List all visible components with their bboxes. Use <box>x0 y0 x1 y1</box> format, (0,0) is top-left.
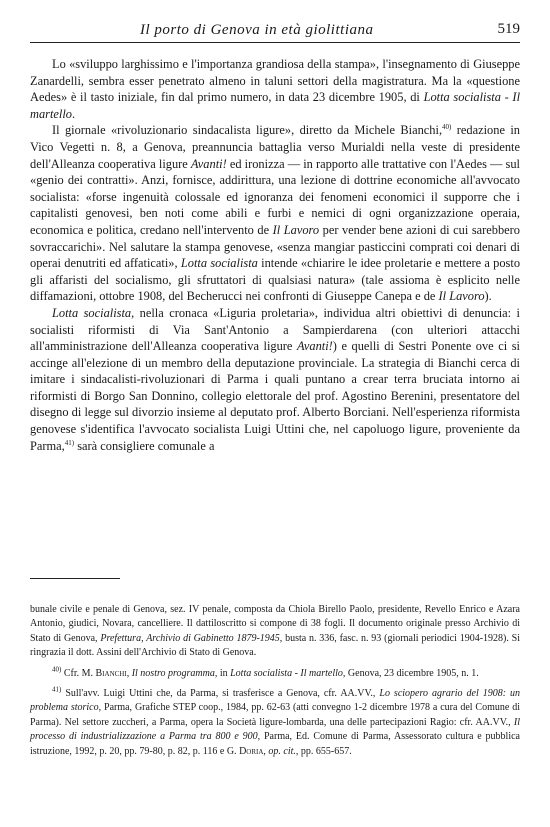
text-run: , <box>263 745 269 757</box>
footnote-rule <box>30 578 120 579</box>
footnote-continuation <box>30 603 520 661</box>
page-header <box>30 20 520 43</box>
text-run: Cfr. M. <box>61 667 96 679</box>
footnote-marker: 40) <box>52 665 62 674</box>
footnotes <box>30 603 520 765</box>
body-paragraph <box>30 56 520 122</box>
text-run: , Genova, 23 dicembre 1905, n. 1. <box>342 667 479 679</box>
text-run: , pp. 655-657. <box>295 745 352 757</box>
italic-run: Lotta socialista - Il martello <box>30 90 521 121</box>
text-run: Il giornale «rivoluzionario sindacalista ligure», diretto da Michele Bianchi, <box>52 123 443 138</box>
text-run: sarà consigliere comunale a <box>74 438 215 453</box>
italic-run: Lotta socialista - Il martello <box>230 667 343 679</box>
body-paragraph <box>30 305 520 454</box>
text-run: , in <box>214 667 231 679</box>
text-run: . <box>72 106 76 121</box>
text-run: per vender bene azioni di cui sarebbero sovraccarichi». Nel salutare la stampa genovese, «senza mangiar pasticcini comprati coi denari di operai denutriti ed affaticati», <box>30 222 520 271</box>
footnote-40 <box>30 667 520 681</box>
italic-run: Prefettura, Archivio di Gabinetto 1879-1945 <box>100 632 280 644</box>
text-run: ). <box>484 289 492 304</box>
text-run: bunale civile e penale di Genova, sez. IV penale, composta da Chiola Birello Paolo, presidente, Revello Enrico e Azara Antonio, giudici, Novara, cancelliere. Il dattiloscritto si compone di 38 fogli. Il documento originale presso Archivio di Stato di Genova, <box>30 604 520 644</box>
text-run: Sull'avv. Luigi Uttini che, da Parma, si trasferisce a Genova, cfr. AA.VV., <box>61 688 380 700</box>
text-run: redazione in Vico Vegetti n. 8, a Genova, preannuncia battaglia verso Murialdi nella veste di presidente dell'Alleanza cooperativa ligure <box>30 123 520 171</box>
body-paragraph <box>30 122 520 305</box>
footnote-marker: 41) <box>52 685 62 694</box>
italic-run: Lotta socialista <box>52 305 132 320</box>
italic-run: Il processo di industrializzazione a Parma tra 800 e 900 <box>30 716 520 743</box>
author-name: Doria <box>239 745 264 757</box>
italic-run: Avanti! <box>190 156 227 171</box>
text-run: Lo «sviluppo larghissimo e l'importanza grandiosa della stampa», l'insegnamento di Giuseppe Zanardelli, sembra esser penetrato almeno in taluni settori della magistratura. Ma la «questione Aedes» è il tasto iniziale, fin dal primo numero, in data 23 dicembre 1905, di <box>30 57 520 105</box>
italic-run: Il nostro programma <box>131 667 215 679</box>
text-run: ed ironizza — in rapporto alle trattative con l'Aedes — sul «genio dei contratti». Anzi, fornisce, addirittura, una lezione di dottrine economiche all'avvocato socialista: «forse ingenuità colossale ed ignoranza dei fenomeni economici il supporre che i capitalisti genovesi, ben noti come abili e furbi e nemici di ogni organizzazione operaia, economica e politica, credano nell'intervento de <box>30 156 520 237</box>
italic-run: Il Lavoro <box>438 289 485 304</box>
italic-run: Il Lavoro <box>272 222 320 237</box>
body-text <box>30 56 520 454</box>
running-title: Il porto di Genova in età giolittiana <box>140 22 374 38</box>
text-run: , nella cronaca «Liguria proletaria», individua altri obiettivi di denuncia: i socialisti riformisti di Via Sant'Antonio a Sampierdarena (con ulteriori attacchi all'amministrazione dell'Alleanza cooperativa ligure <box>30 305 521 354</box>
italic-run: Lotta socialista <box>180 256 258 271</box>
page-number: 519 <box>497 21 520 37</box>
italic-run: Lo sciopero agrario del 1908: un problema storico <box>30 688 520 714</box>
author-name: Bianchi <box>95 667 127 679</box>
text-run: ) e quelli di Sestri Ponente ove ci si accinge all'elezione di un membro della deputazione provinciale. La strategia di Bianchi cerca di imitare i sindacalisti-rivoluzionari di Parma i quali puntano a crear terra bruciata intorno ai riformisti di Borgo San Donnino, collegio elettorale del prof. Agostino Berenini, presentatore del disegno di legge sul divorzio insieme al deputato prof. Alberto Borciani. Nell'esperienza riformista genovese s'identifica l'avvocato socialista Luigi Uttini che, nel capoluogo ligure, proveniente da Parma, <box>30 339 520 453</box>
italic-run: Avanti! <box>296 339 333 354</box>
footnote-marker: 41) <box>64 438 75 447</box>
text-run: , busta n. 336, fasc. n. 93 (giornali periodici 1904-1928). Si ringrazia il dott. Assini dell'Archivio di Stato di Genova. <box>30 632 520 659</box>
italic-run: op. cit. <box>268 745 296 757</box>
footnote-41 <box>30 687 520 759</box>
text-run: , <box>126 667 132 679</box>
text-run: , Parma, Ed. Comune di Parma, Assessorato cultura e pubblica istruzione, 1992, p. 20, pp. 79-80, p. 82, p. 116 e G. <box>30 731 520 757</box>
footnote-marker: 40) <box>442 123 452 132</box>
text-run: , Parma, Grafiche STEP coop., 1984, pp. 62-63 (atti convegno 1-2 dicembre 1978 a cura del Comune di Parma). Nel settore zuccheri, a Parma, opera la Società ligure-lombarda, una delle partecipazioni Ragio: cfr. AA.VV., <box>30 702 520 728</box>
text-run: intende «chiarire le idee proletarie e mettere a posto gli affaristi del socialismo, gli sfruttatori di qualsiasi natura» (tale assioma è esplicito nelle diffamazioni, ottobre 1908, del Becherucci nei confronti di Giuseppe Canepa e de <box>30 256 521 304</box>
